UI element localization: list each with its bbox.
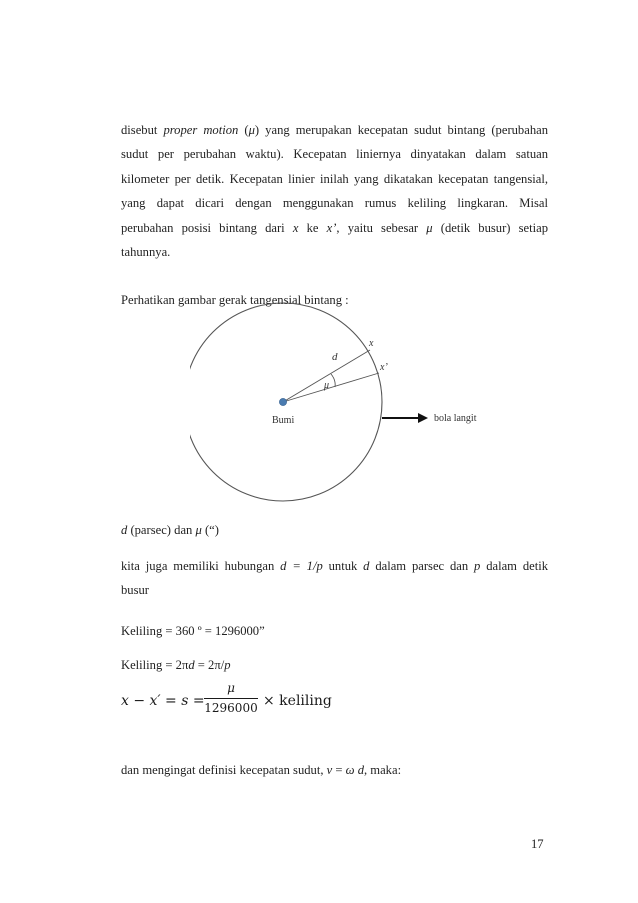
text-run: perubahan posisi bintang dari: [121, 220, 293, 235]
italic-term: x’: [326, 220, 337, 235]
fraction-bar: [204, 698, 258, 699]
formula-rhs: × keliling: [263, 693, 332, 709]
text-run: busur: [121, 583, 149, 598]
text-run: kilometer per detik. Kecepatan linier inilah yang dikatakan kecepatan tangensial,: [121, 171, 548, 186]
text-run: ke: [298, 220, 327, 235]
formula-lhs: x − x′ = s =: [121, 693, 205, 709]
label-mu: μ: [324, 380, 330, 391]
paragraph-proper-motion: [121, 118, 548, 264]
figure-caption: [121, 522, 219, 538]
equation-keliling-2pi: Keliling = 2πd = 2π/p: [121, 658, 231, 672]
paragraph1-line: [121, 216, 548, 240]
text-run: yang dapat dicari dengan menggunakan rumus keliling lingkaran. Misal: [121, 196, 548, 211]
paragraph2-line: [121, 554, 548, 578]
label-bola-langit: bola langit: [434, 413, 477, 424]
text-run: untuk: [322, 559, 364, 573]
arrow-head: [418, 413, 428, 423]
paragraph1-line: [121, 240, 548, 264]
italic-term: p: [474, 559, 481, 573]
paragraph1-line: [121, 142, 548, 166]
angular-velocity-text: dan mengingat definisi kecepatan sudut, v = ω d, maka:: [121, 763, 402, 777]
formula-arc-length: [121, 681, 341, 725]
tangential-motion-figure: [190, 300, 490, 505]
label-x-prime: x’: [380, 362, 388, 373]
text-run: , yaitu sebesar: [336, 220, 427, 235]
italic-term: μ: [426, 220, 433, 235]
text-run: disebut: [121, 123, 164, 137]
angle-arc: [331, 374, 335, 387]
paragraph1-line: [121, 191, 548, 215]
caption-parsec: (parsec) dan: [127, 523, 196, 537]
italic-term: d: [363, 559, 370, 573]
italic-term: x: [292, 220, 299, 235]
text-run: kita juga memiliki hubungan: [121, 559, 281, 573]
line-to-x: [283, 350, 370, 402]
paragraph1-line: [121, 167, 548, 191]
caption-d: d: [121, 523, 128, 537]
paragraph1-line: [121, 118, 548, 142]
label-x: x: [369, 338, 374, 349]
label-d: d: [332, 351, 338, 363]
label-bumi: Bumi: [272, 415, 295, 426]
text-run: dalam parsec dan: [369, 559, 475, 573]
caption-mu: μ: [195, 523, 202, 537]
italic-term: μ: [248, 123, 255, 137]
text-run: sudut per perubahan waktu). Kecepatan liniernya dinyatakan dalam satuan: [121, 147, 548, 162]
italic-term: proper motion: [163, 123, 239, 137]
text-run: tahunnya.: [121, 244, 171, 259]
figure-intro-text: Perhatikan gambar gerak tangensial bintang :: [121, 293, 349, 307]
line-to-x-prime: [283, 373, 379, 402]
paragraph2-line: [121, 578, 548, 602]
formula-numerator: μ: [227, 681, 235, 695]
text-run: (detik busur) setiap: [432, 220, 549, 235]
formula-denominator: 1296000: [204, 701, 258, 715]
formula-fraction: [204, 681, 258, 715]
text-run: (: [238, 123, 249, 137]
paragraph-relation: [121, 554, 548, 603]
earth-dot: [279, 398, 286, 405]
text-run: dalam detik: [480, 559, 548, 573]
equation-keliling-degrees: Keliling = 360 º = 1296000”: [121, 624, 265, 638]
text-run: ) yang merupakan kecepatan sudut bintang (perubahan: [254, 123, 548, 137]
italic-term: d = 1/p: [280, 559, 323, 573]
page-number: 17: [531, 837, 544, 851]
caption-unit: (“): [201, 523, 219, 537]
